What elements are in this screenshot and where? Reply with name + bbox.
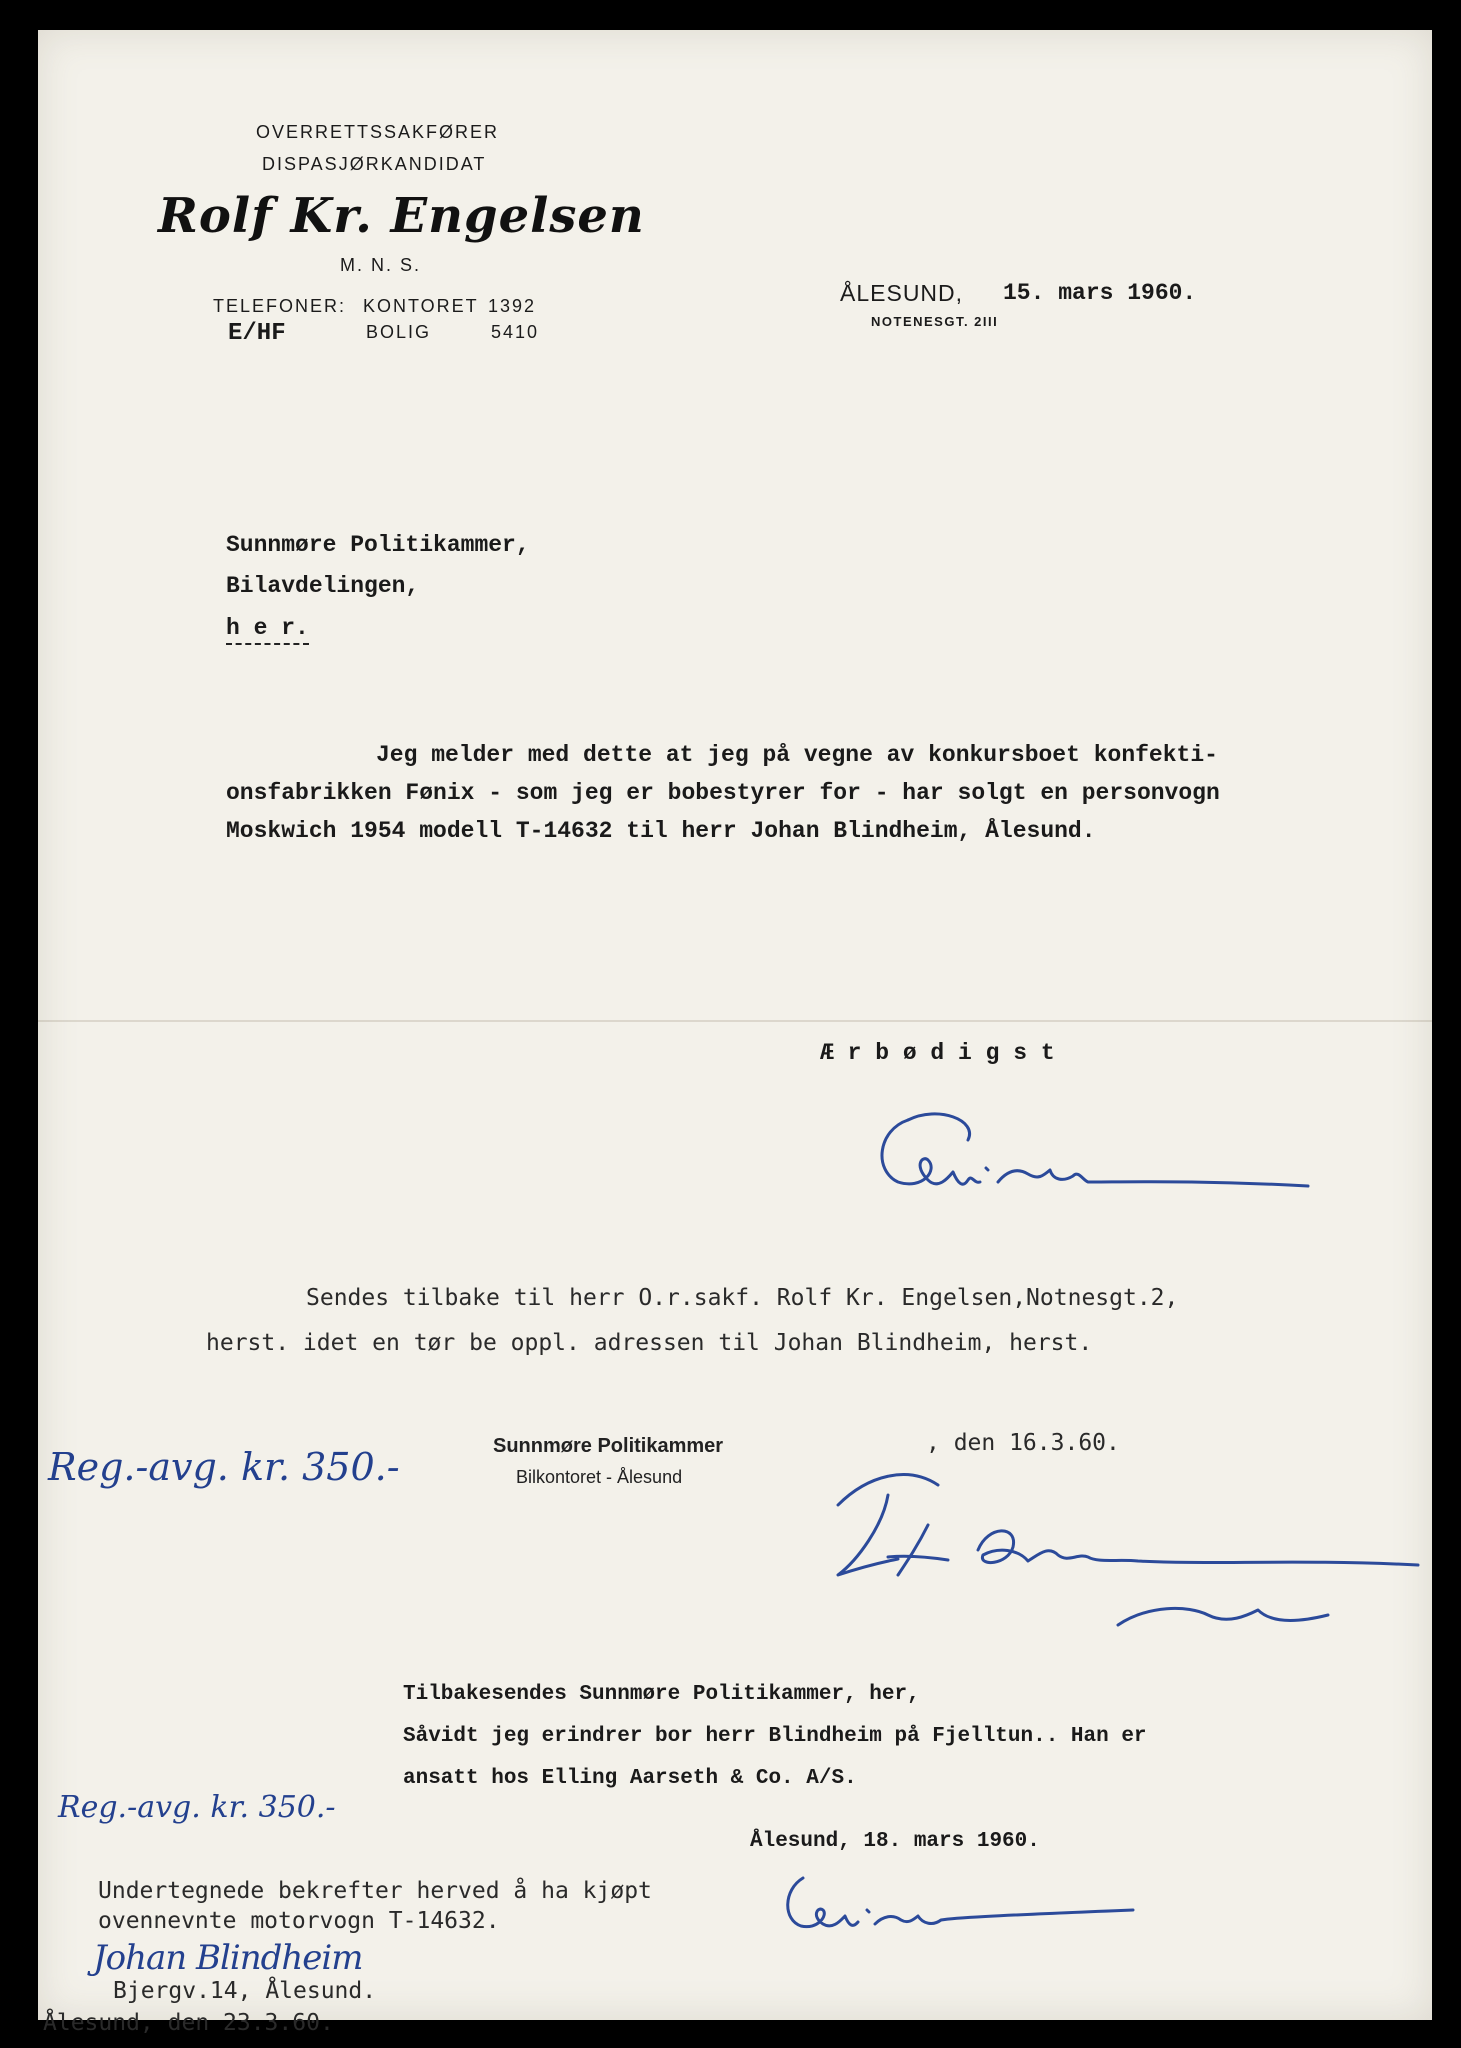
buyer-signature: Johan Blindheim	[93, 1938, 363, 1978]
letterhead-mns: M. N. S.	[340, 255, 422, 275]
body-line-3: Moskwich 1954 modell T-14632 til herr Johan Blindheim, Ålesund.	[226, 818, 1096, 844]
lawyer-signature-2	[783, 1870, 1143, 1950]
recipient-line-3: h e r.	[226, 615, 309, 645]
letterhead-name: Rolf Kr. Engelsen	[158, 188, 645, 244]
office-number: 1392	[488, 296, 537, 316]
reply-date: Ålesund, 18. mars 1960.	[750, 1830, 1040, 1853]
police-handwritten-fee: Reg.-avg. kr. 350.-	[48, 1445, 400, 1489]
police-stamp-line-1: Sunnmøre Politikammer	[493, 1435, 724, 1457]
home-number: 5410	[491, 322, 540, 342]
buyer-line-2: ovennevnte motorvogn T-14632.	[98, 1908, 500, 1934]
letter-date: 15. mars 1960.	[1003, 280, 1197, 306]
body-line-2: onsfabrikken Fønix - som jeg er bobestyrer for - har solgt en personvogn	[226, 780, 1220, 806]
phone-label: TELEFONER:	[213, 296, 347, 316]
reply-line-3: ansatt hos Elling Aarseth & Co. A/S.	[403, 1767, 857, 1790]
home-label: BOLIG	[366, 322, 432, 342]
letterhead-title-2: DISPASJØRKANDIDAT	[262, 154, 487, 174]
buyer-line-1: Undertegnede bekrefter herved å ha kjøpt	[98, 1878, 652, 1904]
recipient-line-2: Bilavdelingen,	[226, 573, 420, 599]
reference-code: E/HF	[228, 320, 286, 347]
body-line-1: Jeg melder med dette at jeg på vegne av konkursboet konfekti-	[376, 742, 1218, 768]
reply-line-2: Såvidt jeg erindrer bor herr Blindheim på Fjelltun.. Han er	[403, 1725, 1147, 1748]
lawyer-signature-1	[868, 1110, 1328, 1220]
buyer-line-3: Bjergv.14, Ålesund.	[113, 1978, 377, 2004]
letter-city: ÅLESUND,	[840, 280, 964, 306]
closing: Æ r b ø d i g s t	[820, 1040, 1055, 1066]
fold-line	[38, 1020, 1432, 1022]
police-signature	[828, 1465, 1428, 1675]
recipient-line-1: Sunnmøre Politikammer,	[226, 532, 530, 558]
police-note-line-2: herst. idet en tør be oppl. adressen til Johan Blindheim, herst.	[206, 1330, 1093, 1356]
letter-page	[38, 30, 1432, 2036]
police-note-line-1: Sendes tilbake til herr O.r.sakf. Rolf Kr. Engelsen,Notnesgt.2,	[306, 1285, 1179, 1311]
letter-address: NOTENESGT. 2III	[871, 314, 999, 329]
office-label: KONTORET	[363, 296, 479, 316]
letterhead-title-1: OVERRETTSSAKFØRER	[256, 122, 500, 142]
buyer-line-4: Ålesund, den 23.3.60.	[43, 2010, 334, 2036]
buyer-handwritten-fee: Reg.-avg. kr. 350.-	[58, 1790, 336, 1825]
police-note-date: , den 16.3.60.	[926, 1430, 1120, 1456]
police-stamp-line-2: Bilkontoret - Ålesund	[516, 1467, 683, 1487]
reply-line-1: Tilbakesendes Sunnmøre Politikammer, her,	[403, 1683, 920, 1706]
